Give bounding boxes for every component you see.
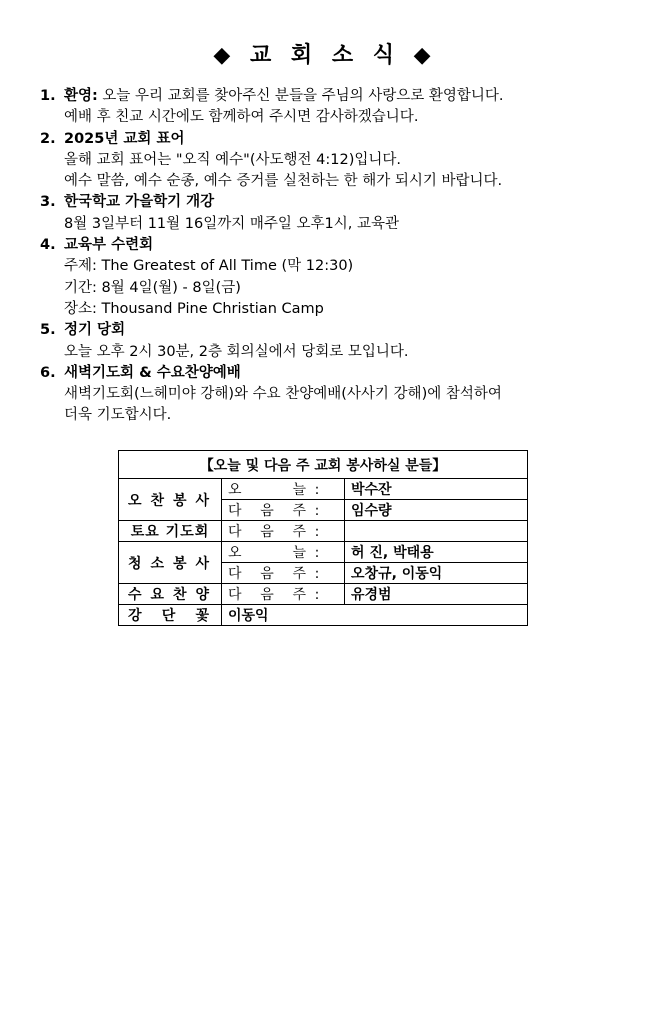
notice-heading — [40, 363, 630, 384]
notice-line: 기간: 8월 4일(월) - 8일(금) — [64, 279, 241, 296]
notice-item-welcome — [40, 86, 630, 129]
notice-number: 4. — [40, 237, 56, 254]
page-title: ◆ 교 회 소 식 ◆ — [213, 43, 437, 68]
notice-item-prayer-worship — [40, 363, 630, 427]
notice-heading — [40, 129, 630, 150]
notice-inline-text: 오늘 우리 교회를 찾아주신 분들을 주님의 사랑으로 환영합니다. — [97, 88, 504, 104]
when-next-week: 다 음 주 : — [222, 521, 345, 542]
notice-number: 2. — [40, 130, 56, 147]
notice-number: 1. — [40, 88, 56, 104]
table-row — [119, 521, 528, 542]
notice-heading-text: 2025년 교회 표어 — [64, 130, 185, 147]
notice-number: 6. — [40, 364, 56, 381]
notice-line: 예수 말씀, 예수 순종, 예수 증거를 실천하는 한 해가 되시기 바랍니다. — [64, 173, 503, 190]
volunteer-names: 허 진, 박태용 — [345, 542, 528, 563]
notice-item-session-meeting — [40, 320, 630, 363]
notice-heading — [40, 320, 630, 341]
volunteer-names: 임수량 — [345, 500, 528, 521]
when-today: 오 늘 : — [222, 542, 345, 563]
table-row — [119, 605, 528, 626]
notice-line: 더욱 기도합시다. — [64, 407, 172, 424]
table-title-row — [119, 451, 528, 479]
volunteer-table-title: 【오늘 및 다음 주 교회 봉사하실 분들】 — [119, 451, 528, 479]
when-next-week: 다 음 주 : — [222, 563, 345, 584]
notice-item-retreat — [40, 235, 630, 320]
role-cleaning-service: 청 소 봉 사 — [119, 542, 222, 584]
notice-line: 8월 3일부터 11월 16일까지 매주일 오후1시, 교육관 — [64, 215, 399, 232]
notice-number: 5. — [40, 322, 56, 339]
table-row — [119, 479, 528, 500]
table-row — [119, 542, 528, 563]
notice-heading-text: 정기 당회 — [64, 322, 126, 339]
notice-heading — [40, 192, 630, 213]
volunteer-names: 오창규, 이동익 — [345, 563, 528, 584]
notice-heading-text: 교육부 수련회 — [64, 237, 154, 254]
notice-number: 3. — [40, 194, 56, 211]
notice-item-motto — [40, 129, 630, 193]
volunteer-names: 유경범 — [345, 584, 528, 605]
role-wednesday-praise: 수 요 찬 양 — [119, 584, 222, 605]
role-saturday-prayer: 토요 기도회 — [119, 521, 222, 542]
notice-heading-text: 한국학교 가을학기 개강 — [64, 194, 215, 211]
volunteer-names: 박수잔 — [345, 479, 528, 500]
role-altar-flowers: 강 단 꽃 — [119, 605, 222, 626]
volunteer-names — [345, 521, 528, 542]
when-next-week: 다 음 주 : — [222, 584, 345, 605]
notice-item-korean-school — [40, 192, 630, 235]
volunteer-names: 이동익 — [222, 605, 528, 626]
notice-line: 예배 후 친교 시간에도 함께하여 주시면 감사하겠습니다. — [64, 109, 419, 126]
notice-line: 오늘 오후 2시 30분, 2층 회의실에서 당회로 모입니다. — [64, 343, 409, 360]
notice-line: 새벽기도회(느헤미야 강해)와 수요 찬양예배(사사기 강해)에 참석하여 — [64, 386, 502, 403]
when-today: 오 늘 : — [222, 479, 345, 500]
notice-heading-text: 환영: — [64, 88, 98, 104]
notice-line: 장소: Thousand Pine Christian Camp — [64, 300, 324, 317]
when-next-week: 다 음 주 : — [222, 500, 345, 521]
table-row — [119, 584, 528, 605]
notice-list — [40, 86, 630, 427]
volunteer-table — [118, 450, 528, 626]
notice-heading — [40, 86, 630, 107]
notice-heading-text: 새벽기도회 & 수요찬양예배 — [64, 364, 241, 381]
notice-line: 주제: The Greatest of All Time (막 12:30) — [64, 258, 354, 275]
notice-line: 올해 교회 표어는 "오직 예수"(사도행전 4:12)입니다. — [64, 151, 401, 168]
notice-heading — [40, 235, 630, 256]
role-lunch-service: 오 찬 봉 사 — [119, 479, 222, 521]
